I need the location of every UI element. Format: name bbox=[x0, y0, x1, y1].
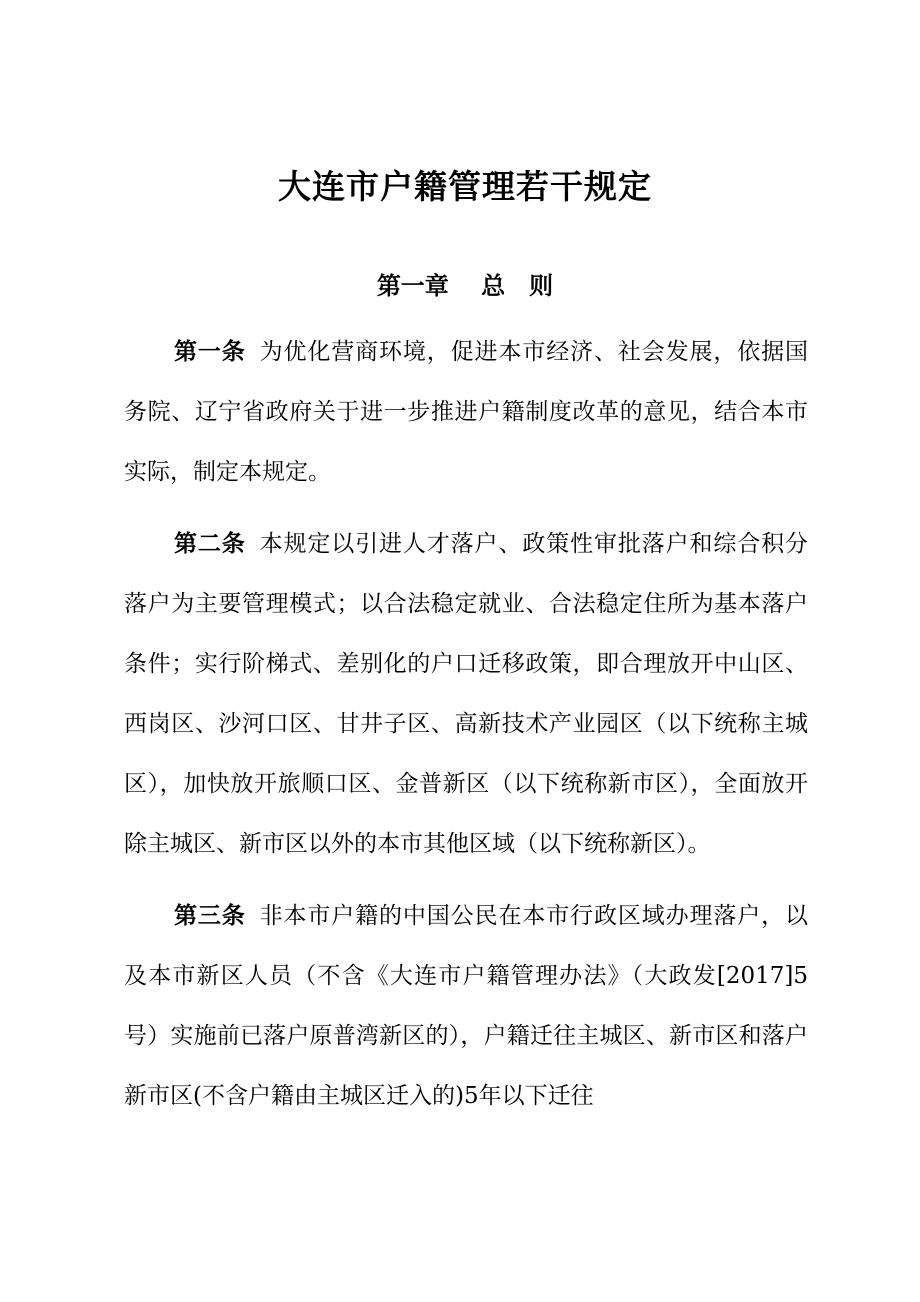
article-text: 本规定以引进人才落户、政策性审批落户和综合积分落户为主要管理模式；以合法稳定就业、合法稳定住所为基本落户条件；实行阶梯式、差别化的户口迁移政策，即合理放开中山区、西岗区、沙河口区、甘井子区、高新技术产业园区（以下统称主城区），加快放开旅顺口区、金普新区（以下统称新市区），全面放开除主城区、新市区以外的本市其他区域（以下统称新区）。 bbox=[124, 531, 809, 857]
article-1 bbox=[124, 322, 808, 502]
article-text: 为优化营商环境，促进本市经济、社会发展，依据国务院、辽宁省政府关于进一步推进户籍制度改革的意见，结合本市实际，制定本规定。 bbox=[124, 339, 809, 485]
article-number: 第三条 bbox=[174, 903, 246, 929]
document-title: 大连市户籍管理若干规定 bbox=[278, 167, 652, 206]
document-body bbox=[124, 322, 808, 1138]
article-3 bbox=[124, 886, 808, 1126]
article-text: 非本市户籍的中国公民在本市行政区域办理落户，以及本市新区人员（不含《大连市户籍管理办法》（大政发[2017]5号）实施前已落户原普湾新区的），户籍迁往主城区、新市区和落户新市区(不含户籍由主城区迁入的)5年以下迁往 bbox=[124, 903, 809, 1109]
article-number: 第二条 bbox=[174, 531, 246, 557]
chapter-title: 第一章 总 则 bbox=[376, 272, 554, 300]
article-2 bbox=[124, 514, 808, 874]
article-number: 第一条 bbox=[174, 339, 246, 365]
